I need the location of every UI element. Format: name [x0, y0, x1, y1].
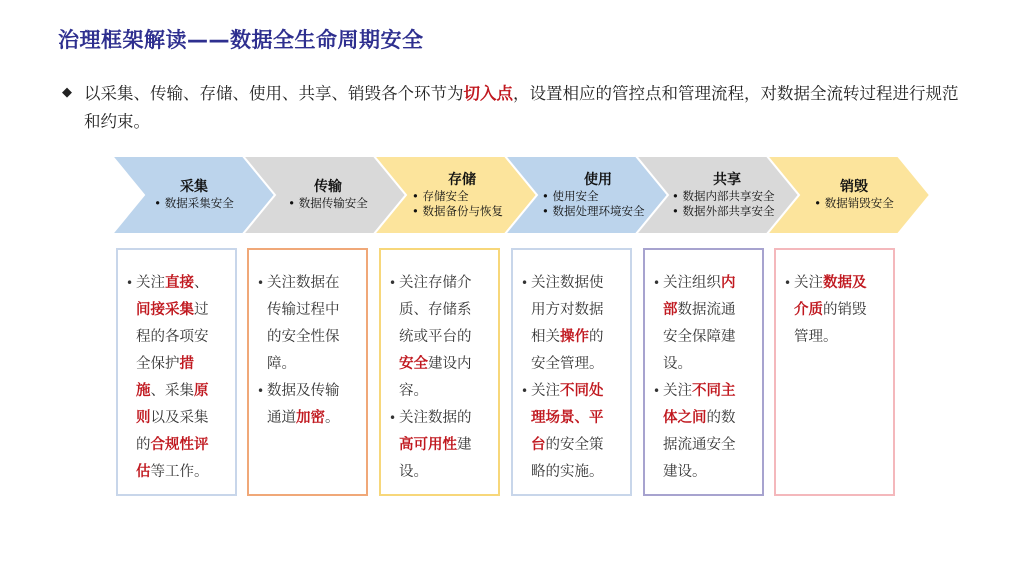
card-item-text — [399, 405, 484, 486]
stage-card — [774, 248, 895, 496]
stage-name: 销毁 — [840, 179, 868, 195]
stage-label-group — [142, 156, 246, 234]
card-text-segment: 的销毁管理。 — [794, 302, 867, 345]
card-item-text — [794, 270, 879, 351]
card-bullet-item — [389, 270, 484, 405]
intro-paragraph — [84, 80, 964, 136]
card-text-segment: 的安全策略的实施。 — [531, 437, 604, 480]
card-text-segment: 关注 — [794, 275, 823, 291]
card-item-text — [399, 270, 484, 405]
bullet-dot-icon: • — [389, 411, 397, 425]
card-text-segment: 建设内容。 — [399, 356, 472, 399]
bullet-dot-icon: • — [126, 276, 134, 290]
stage-label-group — [538, 156, 658, 234]
card-text-segment: 。 — [325, 410, 340, 426]
stage-sub-list — [802, 196, 906, 211]
card-text-segment: 关注数据使用方对数据相关 — [531, 275, 604, 345]
stage-sub-item: • 数据内部共享安全 — [672, 189, 774, 204]
card-highlight: 直接 — [165, 275, 194, 291]
card-text-segment: 、采集 — [150, 383, 194, 399]
stage-label-group — [802, 156, 906, 234]
intro-text-segment: ，设置相应的管控点和管理流程，对数据全流转过程进行规范和约束。 — [84, 84, 959, 131]
bullet-dot-icon: • — [389, 276, 397, 290]
stage-label-group — [408, 156, 516, 234]
stage-card — [247, 248, 368, 496]
card-highlight: 不同主体之间 — [663, 383, 736, 426]
card-item-text — [531, 378, 616, 486]
stage-name: 共享 — [713, 171, 741, 188]
bullet-dot-icon: • — [653, 276, 661, 290]
card-text-segment: 的安全管理。 — [531, 329, 604, 372]
stage-sub-list — [142, 196, 246, 211]
card-bullet-item — [126, 270, 221, 486]
stage-sub-item: • 数据外部共享安全 — [672, 204, 774, 219]
stage-card — [511, 248, 632, 496]
card-highlight: 加密 — [296, 410, 325, 426]
card-highlight: 间接采集 — [136, 302, 194, 318]
bullet-dot-icon: • — [521, 276, 529, 290]
card-highlight: 高可用性 — [399, 437, 457, 453]
intro-highlight: 切入点 — [463, 84, 513, 103]
intro-text-segment: 以采集、传输、存储、使用、共享、销毁各个环节为 — [84, 84, 464, 103]
card-text-segment: 等工作。 — [150, 464, 209, 480]
stage-sub-item: • 数据备份与恢复 — [412, 204, 503, 219]
stage-card — [643, 248, 764, 496]
card-bullet-item — [257, 378, 352, 432]
stage-sub-item: • 数据销毁安全 — [814, 196, 893, 211]
bullet-dot-icon: • — [257, 276, 265, 290]
stage-sub-item: • 数据采集安全 — [154, 196, 233, 211]
stage-sub-list — [276, 196, 380, 211]
card-text-segment: 关注数据的 — [399, 410, 472, 426]
stage-name: 存储 — [448, 171, 476, 188]
card-highlight: 安全 — [399, 356, 428, 372]
card-highlight: 原则 — [136, 383, 209, 426]
stage-name: 传输 — [314, 179, 342, 195]
card-text-segment: 、 — [194, 275, 209, 291]
card-bullet-item — [653, 270, 748, 378]
stage-sub-list — [538, 189, 658, 219]
card-highlight: 数据及介质 — [794, 275, 867, 318]
card-text-segment: 的数据流通安全建设。 — [663, 410, 736, 480]
card-text-segment: 关注 — [663, 383, 692, 399]
card-text-segment: 数据流通安全保障建设。 — [663, 302, 736, 372]
card-item-text — [663, 270, 748, 378]
card-bullet-item — [521, 378, 616, 486]
card-bullet-item — [521, 270, 616, 378]
stage-sub-item: • 使用安全 — [542, 189, 598, 204]
card-text-segment: 过程的各项安全保护 — [136, 302, 209, 372]
stage-name: 采集 — [180, 179, 208, 195]
card-item-text — [136, 270, 221, 486]
card-highlight: 合规性评估 — [136, 437, 209, 480]
stage-label-group — [276, 156, 380, 234]
stage-sub-item: • 数据处理环境安全 — [542, 204, 644, 219]
bullet-dot-icon: • — [257, 384, 265, 398]
card-text-segment: 关注数据在传输过程中的安全性保障。 — [267, 275, 340, 372]
card-item-text — [267, 270, 352, 378]
card-text-segment: 关注存储介质、存储系统或平台的 — [399, 275, 472, 345]
card-text-segment: 数据及传输通道 — [267, 383, 340, 426]
stage-sub-item: • 数据传输安全 — [288, 196, 367, 211]
stage-label-group — [668, 156, 786, 234]
process-flow — [112, 156, 932, 234]
card-text-segment: 以及采集的 — [136, 410, 209, 453]
page-title: 治理框架解读——数据全生命周期安全 — [58, 28, 424, 52]
stage-name: 使用 — [584, 171, 612, 188]
card-bullet-item — [389, 405, 484, 486]
card-bullet-item — [653, 378, 748, 486]
card-text-segment: 关注 — [136, 275, 165, 291]
card-bullet-item — [257, 270, 352, 378]
bullet-dot-icon: • — [521, 384, 529, 398]
card-item-text — [663, 378, 748, 486]
card-item-text — [531, 270, 616, 378]
card-highlight: 措施 — [136, 356, 194, 399]
stage-card — [116, 248, 237, 496]
card-bullet-item — [784, 270, 879, 351]
card-text-segment: 关注组织 — [663, 275, 721, 291]
stage-sub-list — [408, 189, 516, 219]
card-highlight: 不同处理场景、平台 — [531, 383, 604, 453]
stage-sub-item: • 存储安全 — [412, 189, 468, 204]
stage-sub-list — [668, 189, 786, 219]
stage-card — [379, 248, 500, 496]
card-text-segment: 关注 — [531, 383, 560, 399]
card-highlight: 操作 — [560, 329, 589, 345]
diamond-bullet-icon: ◆ — [62, 85, 72, 100]
card-highlight: 内部 — [663, 275, 736, 318]
card-text-segment: 建设。 — [399, 437, 472, 480]
bullet-dot-icon: • — [784, 276, 792, 290]
bullet-dot-icon: • — [653, 384, 661, 398]
card-item-text — [267, 378, 352, 432]
